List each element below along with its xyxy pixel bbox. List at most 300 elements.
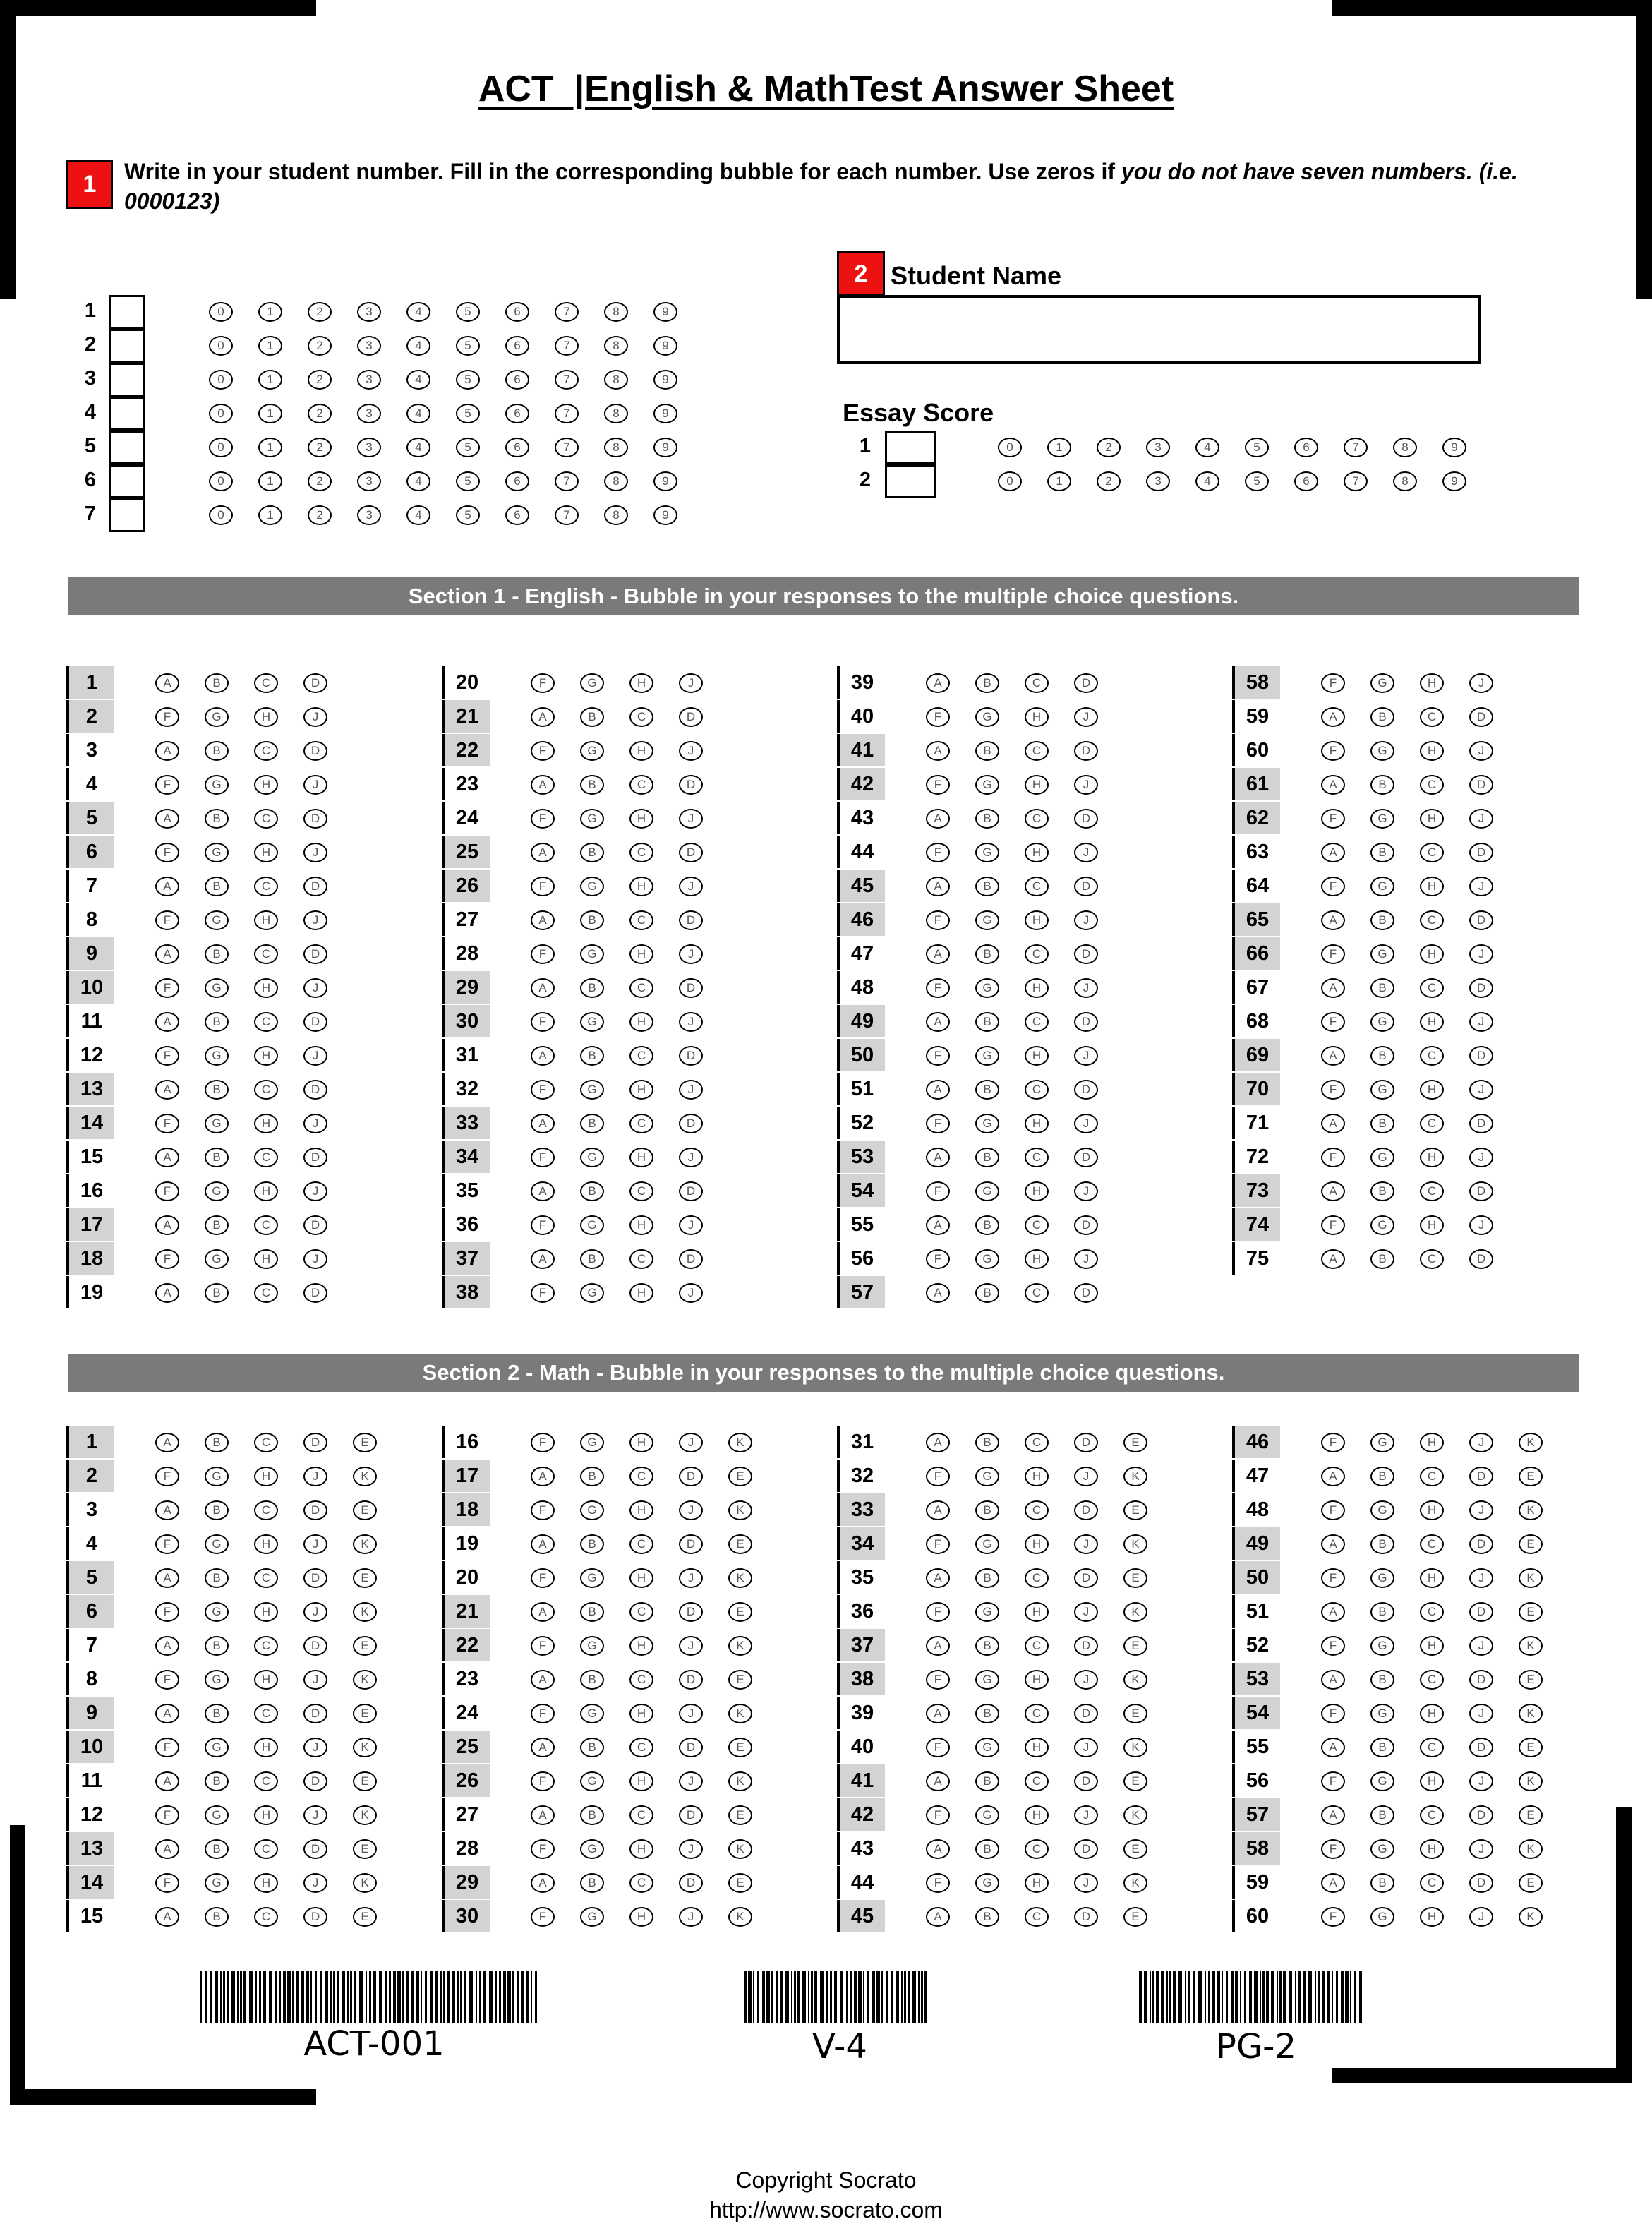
digit-bubble[interactable]: 3 xyxy=(357,471,381,491)
answer-bubble[interactable]: A xyxy=(926,673,950,693)
answer-bubble[interactable]: H xyxy=(1420,673,1444,693)
answer-bubble[interactable]: H xyxy=(1420,1568,1444,1588)
answer-bubble[interactable]: H xyxy=(1025,843,1049,862)
answer-bubble[interactable]: K xyxy=(1519,1771,1543,1791)
digit-bubble[interactable]: 5 xyxy=(456,404,480,423)
answer-bubble[interactable]: G xyxy=(580,1771,604,1791)
answer-bubble[interactable]: G xyxy=(1370,1568,1394,1588)
answer-bubble[interactable]: D xyxy=(679,1805,703,1825)
answer-bubble[interactable]: B xyxy=(580,1046,604,1066)
digit-bubble[interactable]: 8 xyxy=(604,302,628,322)
answer-bubble[interactable]: C xyxy=(1420,707,1444,727)
answer-bubble[interactable]: F xyxy=(1321,1636,1345,1656)
answer-bubble[interactable]: F xyxy=(1321,1568,1345,1588)
answer-bubble[interactable]: G xyxy=(580,1433,604,1452)
answer-bubble[interactable]: G xyxy=(205,843,229,862)
essay-digit-bubble[interactable]: 7 xyxy=(1344,471,1368,491)
answer-bubble[interactable]: D xyxy=(1074,1215,1098,1235)
answer-bubble[interactable]: E xyxy=(353,1839,377,1859)
answer-bubble[interactable]: A xyxy=(1321,1670,1345,1690)
answer-bubble[interactable]: B xyxy=(580,707,604,727)
answer-bubble[interactable]: G xyxy=(975,1114,999,1133)
answer-bubble[interactable]: A xyxy=(926,1148,950,1167)
digit-bubble[interactable]: 7 xyxy=(555,438,579,457)
answer-bubble[interactable]: K xyxy=(353,1602,377,1622)
answer-bubble[interactable]: C xyxy=(1025,1500,1049,1520)
answer-bubble[interactable]: G xyxy=(975,1181,999,1201)
answer-bubble[interactable]: F xyxy=(1321,1771,1345,1791)
answer-bubble[interactable]: B xyxy=(205,1636,229,1656)
answer-bubble[interactable]: A xyxy=(926,1433,950,1452)
answer-bubble[interactable]: D xyxy=(1074,741,1098,761)
answer-bubble[interactable]: A xyxy=(1321,1249,1345,1269)
answer-bubble[interactable]: D xyxy=(303,1907,327,1927)
answer-bubble[interactable]: G xyxy=(580,1080,604,1100)
answer-bubble[interactable]: A xyxy=(531,978,555,998)
answer-bubble[interactable]: J xyxy=(679,1148,703,1167)
answer-bubble[interactable]: F xyxy=(1321,1500,1345,1520)
digit-bubble[interactable]: 0 xyxy=(209,438,233,457)
answer-bubble[interactable]: G xyxy=(975,910,999,930)
answer-bubble[interactable]: C xyxy=(1420,1114,1444,1133)
answer-bubble[interactable]: J xyxy=(679,1907,703,1927)
answer-bubble[interactable]: A xyxy=(155,741,179,761)
answer-bubble[interactable]: H xyxy=(254,1670,278,1690)
answer-bubble[interactable]: A xyxy=(1321,1046,1345,1066)
answer-bubble[interactable]: C xyxy=(1025,1839,1049,1859)
answer-bubble[interactable]: J xyxy=(303,1534,327,1554)
answer-bubble[interactable]: C xyxy=(254,1500,278,1520)
essay-digit-bubble[interactable]: 1 xyxy=(1047,471,1071,491)
answer-bubble[interactable]: A xyxy=(926,1500,950,1520)
answer-bubble[interactable]: C xyxy=(254,1839,278,1859)
answer-bubble[interactable]: H xyxy=(254,1873,278,1893)
answer-bubble[interactable]: J xyxy=(303,1467,327,1486)
answer-bubble[interactable]: J xyxy=(1074,1467,1098,1486)
answer-bubble[interactable]: J xyxy=(679,1500,703,1520)
answer-bubble[interactable]: E xyxy=(353,1433,377,1452)
answer-bubble[interactable]: D xyxy=(1469,910,1493,930)
answer-bubble[interactable]: G xyxy=(1370,1636,1394,1656)
answer-bubble[interactable]: G xyxy=(205,1670,229,1690)
answer-bubble[interactable]: H xyxy=(1420,1080,1444,1100)
answer-bubble[interactable]: G xyxy=(975,1046,999,1066)
answer-bubble[interactable]: B xyxy=(205,1500,229,1520)
answer-bubble[interactable]: F xyxy=(926,1249,950,1269)
answer-bubble[interactable]: D xyxy=(1469,843,1493,862)
answer-bubble[interactable]: G xyxy=(580,673,604,693)
digit-bubble[interactable]: 1 xyxy=(258,370,282,390)
answer-bubble[interactable]: F xyxy=(531,673,555,693)
answer-bubble[interactable]: F xyxy=(531,877,555,896)
answer-bubble[interactable]: E xyxy=(728,1738,752,1757)
answer-bubble[interactable]: K xyxy=(1519,1500,1543,1520)
answer-bubble[interactable]: H xyxy=(1025,1467,1049,1486)
answer-bubble[interactable]: B xyxy=(975,1704,999,1723)
essay-digit-bubble[interactable]: 3 xyxy=(1146,438,1170,457)
digit-bubble[interactable]: 4 xyxy=(406,505,430,525)
answer-bubble[interactable]: K xyxy=(353,1805,377,1825)
digit-bubble[interactable]: 9 xyxy=(653,336,677,356)
answer-bubble[interactable]: J xyxy=(1469,1433,1493,1452)
answer-bubble[interactable]: J xyxy=(1469,673,1493,693)
answer-bubble[interactable]: J xyxy=(679,877,703,896)
answer-bubble[interactable]: C xyxy=(254,809,278,829)
answer-bubble[interactable]: J xyxy=(679,1080,703,1100)
answer-bubble[interactable]: K xyxy=(353,1670,377,1690)
answer-bubble[interactable]: A xyxy=(155,1283,179,1303)
student-number-digit-box[interactable] xyxy=(109,329,145,363)
answer-bubble[interactable]: B xyxy=(1370,1046,1394,1066)
answer-bubble[interactable]: J xyxy=(679,741,703,761)
answer-bubble[interactable]: J xyxy=(303,1738,327,1757)
digit-bubble[interactable]: 7 xyxy=(555,505,579,525)
digit-bubble[interactable]: 1 xyxy=(258,505,282,525)
essay-digit-bubble[interactable]: 2 xyxy=(1097,471,1121,491)
answer-bubble[interactable]: H xyxy=(254,910,278,930)
answer-bubble[interactable]: B xyxy=(975,809,999,829)
answer-bubble[interactable]: C xyxy=(1420,1046,1444,1066)
answer-bubble[interactable]: H xyxy=(1025,1873,1049,1893)
answer-bubble[interactable]: J xyxy=(303,1805,327,1825)
answer-bubble[interactable]: B xyxy=(580,1114,604,1133)
answer-bubble[interactable]: E xyxy=(1519,1738,1543,1757)
answer-bubble[interactable]: H xyxy=(254,1602,278,1622)
answer-bubble[interactable]: K xyxy=(728,1433,752,1452)
answer-bubble[interactable]: A xyxy=(155,1148,179,1167)
answer-bubble[interactable]: E xyxy=(1123,1771,1147,1791)
answer-bubble[interactable]: H xyxy=(254,1249,278,1269)
student-name-field[interactable] xyxy=(837,295,1481,364)
answer-bubble[interactable]: E xyxy=(728,1602,752,1622)
answer-bubble[interactable]: A xyxy=(1321,1181,1345,1201)
answer-bubble[interactable]: H xyxy=(1025,707,1049,727)
answer-bubble[interactable]: K xyxy=(728,1704,752,1723)
answer-bubble[interactable]: C xyxy=(1025,1568,1049,1588)
answer-bubble[interactable]: A xyxy=(531,1670,555,1690)
answer-bubble[interactable]: E xyxy=(353,1771,377,1791)
answer-bubble[interactable]: D xyxy=(1469,1467,1493,1486)
answer-bubble[interactable]: G xyxy=(1370,1500,1394,1520)
answer-bubble[interactable]: J xyxy=(1469,741,1493,761)
answer-bubble[interactable]: A xyxy=(1321,1114,1345,1133)
answer-bubble[interactable]: G xyxy=(1370,944,1394,964)
answer-bubble[interactable]: B xyxy=(205,944,229,964)
answer-bubble[interactable]: F xyxy=(531,1839,555,1859)
answer-bubble[interactable]: C xyxy=(1025,1636,1049,1656)
answer-bubble[interactable]: C xyxy=(1420,1534,1444,1554)
answer-bubble[interactable]: B xyxy=(580,978,604,998)
answer-bubble[interactable]: J xyxy=(1469,944,1493,964)
answer-bubble[interactable]: H xyxy=(629,1500,653,1520)
essay-digit-bubble[interactable]: 4 xyxy=(1195,438,1219,457)
answer-bubble[interactable]: B xyxy=(975,1148,999,1167)
answer-bubble[interactable]: A xyxy=(531,1249,555,1269)
answer-bubble[interactable]: K xyxy=(728,1907,752,1927)
answer-bubble[interactable]: J xyxy=(303,1873,327,1893)
answer-bubble[interactable]: G xyxy=(975,1602,999,1622)
answer-bubble[interactable]: G xyxy=(205,910,229,930)
essay-digit-bubble[interactable]: 2 xyxy=(1097,438,1121,457)
answer-bubble[interactable]: E xyxy=(1123,1636,1147,1656)
digit-bubble[interactable]: 5 xyxy=(456,505,480,525)
answer-bubble[interactable]: A xyxy=(155,809,179,829)
answer-bubble[interactable]: H xyxy=(1420,1839,1444,1859)
answer-bubble[interactable]: F xyxy=(1321,944,1345,964)
answer-bubble[interactable]: D xyxy=(679,843,703,862)
answer-bubble[interactable]: F xyxy=(926,1602,950,1622)
answer-bubble[interactable]: B xyxy=(975,1636,999,1656)
answer-bubble[interactable]: G xyxy=(205,1534,229,1554)
digit-bubble[interactable]: 3 xyxy=(357,302,381,322)
essay-digit-bubble[interactable]: 1 xyxy=(1047,438,1071,457)
answer-bubble[interactable]: F xyxy=(926,1805,950,1825)
digit-bubble[interactable]: 2 xyxy=(308,370,332,390)
answer-bubble[interactable]: F xyxy=(531,1568,555,1588)
digit-bubble[interactable]: 8 xyxy=(604,471,628,491)
answer-bubble[interactable]: F xyxy=(531,1148,555,1167)
essay-digit-bubble[interactable]: 6 xyxy=(1294,471,1318,491)
answer-bubble[interactable]: G xyxy=(1370,741,1394,761)
digit-bubble[interactable]: 4 xyxy=(406,370,430,390)
answer-bubble[interactable]: K xyxy=(728,1839,752,1859)
answer-bubble[interactable]: D xyxy=(1469,1249,1493,1269)
answer-bubble[interactable]: C xyxy=(1420,843,1444,862)
answer-bubble[interactable]: E xyxy=(728,1805,752,1825)
answer-bubble[interactable]: F xyxy=(926,1114,950,1133)
answer-bubble[interactable]: H xyxy=(629,1839,653,1859)
answer-bubble[interactable]: E xyxy=(1123,1839,1147,1859)
answer-bubble[interactable]: G xyxy=(580,809,604,829)
answer-bubble[interactable]: D xyxy=(679,978,703,998)
answer-bubble[interactable]: H xyxy=(1025,1534,1049,1554)
answer-bubble[interactable]: B xyxy=(1370,1249,1394,1269)
answer-bubble[interactable]: C xyxy=(629,1181,653,1201)
answer-bubble[interactable]: C xyxy=(1420,1873,1444,1893)
answer-bubble[interactable]: G xyxy=(205,1467,229,1486)
answer-bubble[interactable]: H xyxy=(1025,1805,1049,1825)
answer-bubble[interactable]: A xyxy=(926,1907,950,1927)
answer-bubble[interactable]: C xyxy=(254,1907,278,1927)
answer-bubble[interactable]: F xyxy=(155,707,179,727)
answer-bubble[interactable]: D xyxy=(303,1148,327,1167)
student-number-digit-box[interactable] xyxy=(109,464,145,498)
answer-bubble[interactable]: F xyxy=(1321,1148,1345,1167)
digit-bubble[interactable]: 5 xyxy=(456,438,480,457)
answer-bubble[interactable]: F xyxy=(531,1636,555,1656)
answer-bubble[interactable]: G xyxy=(580,1148,604,1167)
answer-bubble[interactable]: A xyxy=(155,1771,179,1791)
answer-bubble[interactable]: F xyxy=(531,809,555,829)
answer-bubble[interactable]: A xyxy=(926,1839,950,1859)
answer-bubble[interactable]: K xyxy=(1123,1670,1147,1690)
answer-bubble[interactable]: A xyxy=(1321,843,1345,862)
answer-bubble[interactable]: C xyxy=(254,1215,278,1235)
answer-bubble[interactable]: G xyxy=(975,1534,999,1554)
essay-digit-bubble[interactable]: 8 xyxy=(1393,471,1417,491)
answer-bubble[interactable]: J xyxy=(303,910,327,930)
answer-bubble[interactable]: C xyxy=(629,1602,653,1622)
digit-bubble[interactable]: 1 xyxy=(258,336,282,356)
answer-bubble[interactable]: J xyxy=(1469,1500,1493,1520)
digit-bubble[interactable]: 8 xyxy=(604,438,628,457)
digit-bubble[interactable]: 0 xyxy=(209,370,233,390)
answer-bubble[interactable]: K xyxy=(353,1738,377,1757)
answer-bubble[interactable]: K xyxy=(1123,1873,1147,1893)
answer-bubble[interactable]: F xyxy=(155,1467,179,1486)
digit-bubble[interactable]: 8 xyxy=(604,404,628,423)
answer-bubble[interactable]: B xyxy=(975,1568,999,1588)
answer-bubble[interactable]: H xyxy=(254,1534,278,1554)
answer-bubble[interactable]: D xyxy=(1469,707,1493,727)
answer-bubble[interactable]: A xyxy=(531,1602,555,1622)
digit-bubble[interactable]: 9 xyxy=(653,505,677,525)
essay-digit-bubble[interactable]: 6 xyxy=(1294,438,1318,457)
answer-bubble[interactable]: A xyxy=(531,1181,555,1201)
answer-bubble[interactable]: D xyxy=(303,1704,327,1723)
answer-bubble[interactable]: J xyxy=(1074,1602,1098,1622)
digit-bubble[interactable]: 2 xyxy=(308,404,332,423)
answer-bubble[interactable]: H xyxy=(629,1907,653,1927)
answer-bubble[interactable]: B xyxy=(975,1839,999,1859)
answer-bubble[interactable]: K xyxy=(728,1500,752,1520)
digit-bubble[interactable]: 3 xyxy=(357,438,381,457)
answer-bubble[interactable]: B xyxy=(975,741,999,761)
answer-bubble[interactable]: D xyxy=(1469,1738,1493,1757)
answer-bubble[interactable]: A xyxy=(531,1738,555,1757)
answer-bubble[interactable]: G xyxy=(975,1670,999,1690)
digit-bubble[interactable]: 3 xyxy=(357,370,381,390)
answer-bubble[interactable]: K xyxy=(353,1873,377,1893)
answer-bubble[interactable]: A xyxy=(531,707,555,727)
answer-bubble[interactable]: G xyxy=(1370,1907,1394,1927)
answer-bubble[interactable]: H xyxy=(629,673,653,693)
answer-bubble[interactable]: B xyxy=(975,1215,999,1235)
answer-bubble[interactable]: F xyxy=(926,1670,950,1690)
answer-bubble[interactable]: A xyxy=(155,877,179,896)
answer-bubble[interactable]: E xyxy=(353,1500,377,1520)
answer-bubble[interactable]: A xyxy=(155,944,179,964)
answer-bubble[interactable]: H xyxy=(629,1012,653,1032)
answer-bubble[interactable]: K xyxy=(353,1534,377,1554)
answer-bubble[interactable]: F xyxy=(1321,1433,1345,1452)
answer-bubble[interactable]: D xyxy=(1469,1114,1493,1133)
answer-bubble[interactable]: C xyxy=(254,1148,278,1167)
answer-bubble[interactable]: G xyxy=(1370,1012,1394,1032)
digit-bubble[interactable]: 4 xyxy=(406,302,430,322)
answer-bubble[interactable]: D xyxy=(679,1873,703,1893)
essay-digit-bubble[interactable]: 4 xyxy=(1195,471,1219,491)
answer-bubble[interactable]: B xyxy=(580,1467,604,1486)
answer-bubble[interactable]: B xyxy=(1370,707,1394,727)
answer-bubble[interactable]: D xyxy=(1074,1839,1098,1859)
answer-bubble[interactable]: H xyxy=(1420,1012,1444,1032)
answer-bubble[interactable]: H xyxy=(629,1215,653,1235)
answer-bubble[interactable]: K xyxy=(728,1636,752,1656)
answer-bubble[interactable]: A xyxy=(1321,775,1345,795)
answer-bubble[interactable]: B xyxy=(580,1805,604,1825)
digit-bubble[interactable]: 4 xyxy=(406,404,430,423)
answer-bubble[interactable]: D xyxy=(679,707,703,727)
answer-bubble[interactable]: B xyxy=(205,1771,229,1791)
answer-bubble[interactable]: A xyxy=(531,775,555,795)
digit-bubble[interactable]: 0 xyxy=(209,336,233,356)
answer-bubble[interactable]: E xyxy=(1123,1568,1147,1588)
student-number-digit-box[interactable] xyxy=(109,363,145,397)
answer-bubble[interactable]: C xyxy=(1025,1080,1049,1100)
answer-bubble[interactable]: J xyxy=(1469,877,1493,896)
answer-bubble[interactable]: J xyxy=(1074,910,1098,930)
answer-bubble[interactable]: G xyxy=(975,843,999,862)
answer-bubble[interactable]: G xyxy=(975,707,999,727)
answer-bubble[interactable]: C xyxy=(629,1738,653,1757)
digit-bubble[interactable]: 0 xyxy=(209,302,233,322)
answer-bubble[interactable]: F xyxy=(531,1704,555,1723)
digit-bubble[interactable]: 8 xyxy=(604,505,628,525)
answer-bubble[interactable]: D xyxy=(303,741,327,761)
answer-bubble[interactable]: H xyxy=(1025,1249,1049,1269)
answer-bubble[interactable]: H xyxy=(629,809,653,829)
answer-bubble[interactable]: C xyxy=(629,1249,653,1269)
answer-bubble[interactable]: J xyxy=(1469,1907,1493,1927)
answer-bubble[interactable]: A xyxy=(155,1433,179,1452)
essay-digit-bubble[interactable]: 7 xyxy=(1344,438,1368,457)
answer-bubble[interactable]: C xyxy=(629,978,653,998)
answer-bubble[interactable]: K xyxy=(1519,1907,1543,1927)
answer-bubble[interactable]: H xyxy=(1420,1433,1444,1452)
answer-bubble[interactable]: K xyxy=(1123,1602,1147,1622)
answer-bubble[interactable]: H xyxy=(629,1433,653,1452)
digit-bubble[interactable]: 6 xyxy=(505,505,529,525)
answer-bubble[interactable]: B xyxy=(1370,1670,1394,1690)
answer-bubble[interactable]: F xyxy=(155,843,179,862)
answer-bubble[interactable]: F xyxy=(531,1433,555,1452)
digit-bubble[interactable]: 2 xyxy=(308,505,332,525)
answer-bubble[interactable]: A xyxy=(926,877,950,896)
answer-bubble[interactable]: F xyxy=(926,1467,950,1486)
essay-digit-bubble[interactable]: 3 xyxy=(1146,471,1170,491)
answer-bubble[interactable]: J xyxy=(1074,1873,1098,1893)
answer-bubble[interactable]: C xyxy=(254,1771,278,1791)
answer-bubble[interactable]: F xyxy=(926,1046,950,1066)
digit-bubble[interactable]: 7 xyxy=(555,471,579,491)
answer-bubble[interactable]: B xyxy=(205,1148,229,1167)
answer-bubble[interactable]: G xyxy=(580,1283,604,1303)
answer-bubble[interactable]: D xyxy=(303,1215,327,1235)
answer-bubble[interactable]: B xyxy=(580,1670,604,1690)
answer-bubble[interactable]: F xyxy=(155,1114,179,1133)
answer-bubble[interactable]: D xyxy=(1074,1636,1098,1656)
answer-bubble[interactable]: B xyxy=(205,1433,229,1452)
answer-bubble[interactable]: J xyxy=(1469,1568,1493,1588)
answer-bubble[interactable]: D xyxy=(1469,1534,1493,1554)
essay-digit-bubble[interactable]: 9 xyxy=(1442,471,1466,491)
answer-bubble[interactable]: D xyxy=(679,910,703,930)
answer-bubble[interactable]: B xyxy=(1370,1181,1394,1201)
answer-bubble[interactable]: C xyxy=(1420,1467,1444,1486)
answer-bubble[interactable]: B xyxy=(1370,843,1394,862)
essay-digit-bubble[interactable]: 5 xyxy=(1245,438,1269,457)
answer-bubble[interactable]: G xyxy=(580,1568,604,1588)
answer-bubble[interactable]: F xyxy=(531,1012,555,1032)
answer-bubble[interactable]: K xyxy=(1519,1839,1543,1859)
essay-digit-bubble[interactable]: 9 xyxy=(1442,438,1466,457)
answer-bubble[interactable]: F xyxy=(531,741,555,761)
answer-bubble[interactable]: H xyxy=(1025,1670,1049,1690)
answer-bubble[interactable]: H xyxy=(254,775,278,795)
answer-bubble[interactable]: A xyxy=(155,1500,179,1520)
answer-bubble[interactable]: A xyxy=(926,1568,950,1588)
